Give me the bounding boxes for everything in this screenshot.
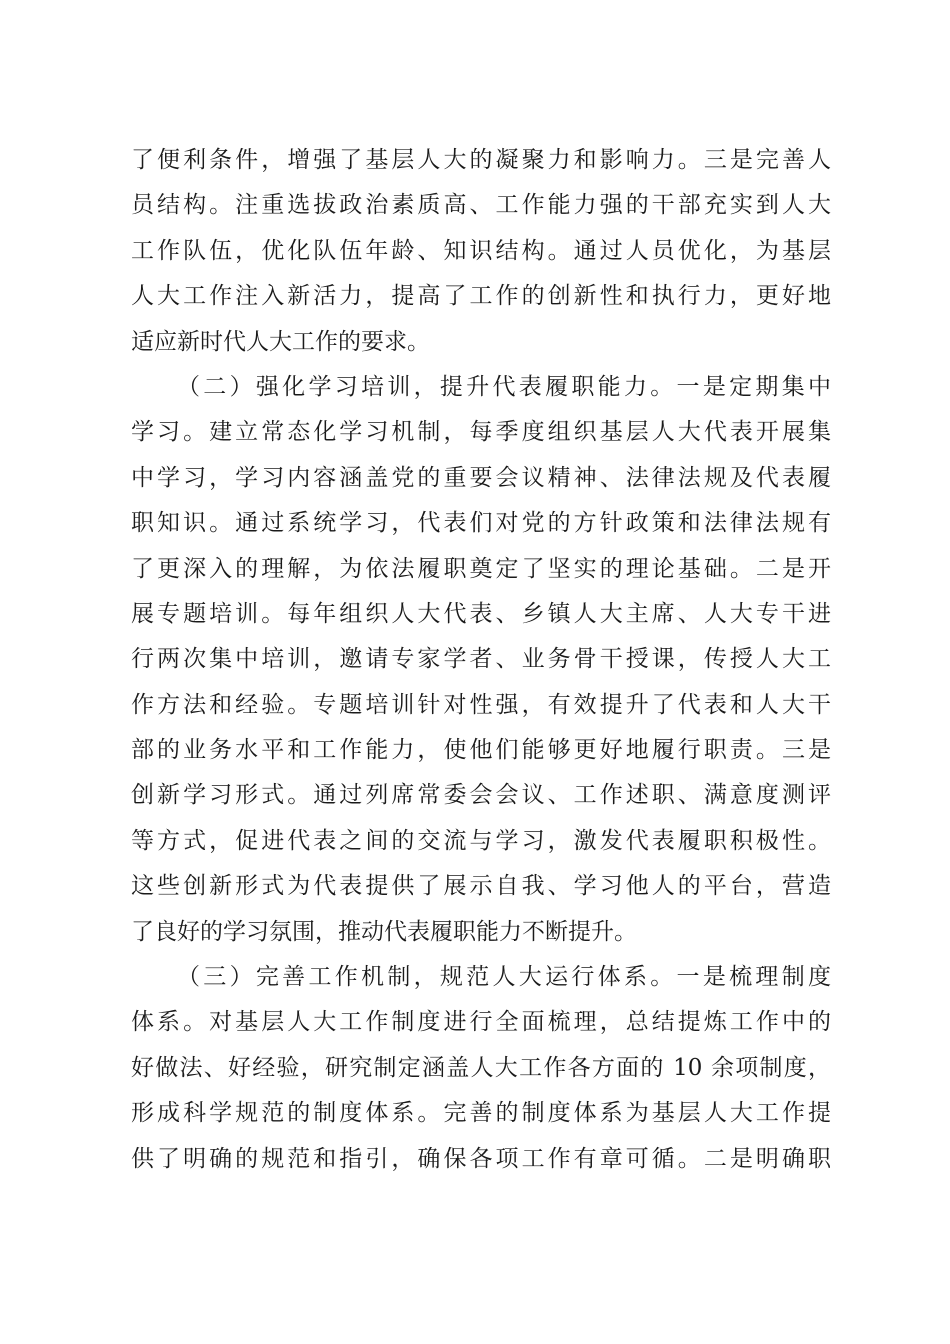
paragraph-line: 展专题培训。每年组织人大代表、乡镇人大主席、人大专干进 (131, 600, 831, 627)
paragraph-line: 人大工作注入新活力，提高了工作的创新性和执行力，更好地 (131, 283, 831, 310)
document-body (131, 138, 831, 1182)
paragraph-line: 员结构。注重选拔政治素质高、工作能力强的干部充实到人大 (131, 192, 831, 219)
paragraph-line: 作方法和经验。专题培训针对性强，有效提升了代表和人大干 (131, 691, 831, 718)
paragraph-line: 了便利条件，增强了基层人大的凝聚力和影响力。三是完善人 (131, 147, 831, 173)
section-heading-line: （二）强化学习培训，提升代表履职能力。一是定期集中 (177, 373, 831, 400)
paragraph-line: 学习。建立常态化学习机制，每季度组织基层人大代表开展集 (131, 419, 831, 446)
paragraph-line: 等方式，促进代表之间的交流与学习，激发代表履职积极性。 (131, 827, 831, 854)
paragraph-line: 职知识。通过系统学习，代表们对党的方针政策和法律法规有 (131, 510, 831, 537)
paragraph-line: 供了明确的规范和指引，确保各项工作有章可循。二是明确职 (131, 1145, 831, 1172)
paragraph-1 (131, 138, 831, 365)
section-heading-line: （三）完善工作机制，规范人大运行体系。一是梳理制度 (177, 964, 831, 991)
paragraph-2 (131, 365, 831, 955)
paragraph-line: 体系。对基层人大工作制度进行全面梳理，总结提炼工作中的 (131, 1009, 831, 1036)
paragraph-line: 形成科学规范的制度体系。完善的制度体系为基层人大工作提 (131, 1100, 831, 1127)
paragraph-line: 部的业务水平和工作能力，使他们能够更好地履行职责。三是 (131, 737, 831, 764)
paragraph-3 (131, 955, 831, 1182)
paragraph-line: 工作队伍，优化队伍年龄、知识结构。通过人员优化，为基层 (131, 237, 831, 264)
paragraph-line: 好做法、好经验，研究制定涵盖人大工作各方面的 10 余项制度， (131, 1054, 831, 1081)
paragraph-line: 了更深入的理解，为依法履职奠定了坚实的理论基础。二是开 (131, 555, 831, 582)
paragraph-line: 中学习，学习内容涵盖党的重要会议精神、法律法规及代表履 (131, 464, 831, 491)
paragraph-line: 适应新时代人大工作的要求。 (131, 328, 430, 355)
paragraph-line: 这些创新形式为代表提供了展示自我、学习他人的平台，营造 (131, 873, 831, 900)
paragraph-line: 创新学习形式。通过列席常委会会议、工作述职、满意度测评 (131, 782, 831, 809)
paragraph-line: 行两次集中培训，邀请专家学者、业务骨干授课，传授人大工 (131, 646, 831, 673)
paragraph-line: 了良好的学习氛围，推动代表履职能力不断提升。 (131, 918, 637, 945)
